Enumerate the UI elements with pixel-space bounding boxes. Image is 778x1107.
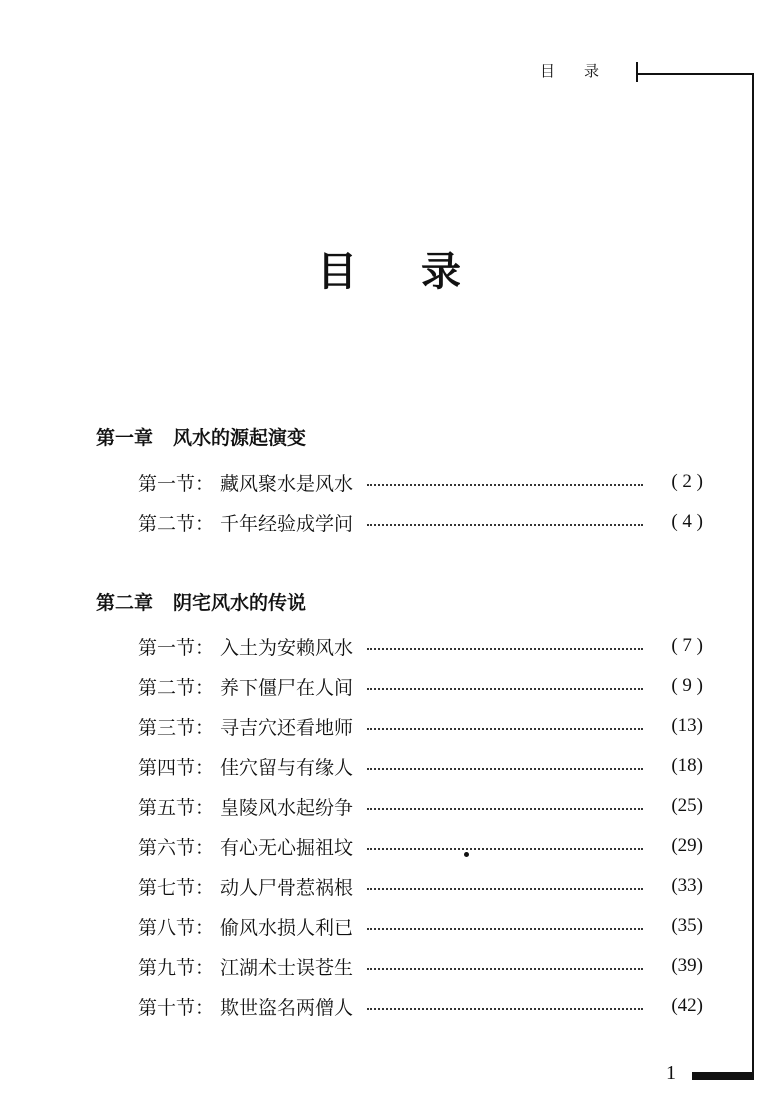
dot-leader	[367, 688, 643, 690]
dot-leader	[367, 928, 643, 930]
section-page: (25)	[671, 795, 703, 816]
toc-entry[interactable]	[138, 992, 703, 1020]
dot-leader	[367, 968, 643, 970]
chapter-label: 第一章	[96, 427, 154, 449]
section-title: 皇陵风水起纷争	[220, 796, 354, 819]
section-label: 第一节：	[138, 472, 215, 495]
page-title	[0, 240, 778, 297]
section-title: 有心无心掘祖坟	[220, 836, 354, 859]
section-title: 藏风聚水是风水	[220, 472, 354, 495]
page-number: 1	[666, 1062, 676, 1084]
section-label: 第九节：	[138, 956, 215, 979]
dot-leader	[367, 768, 643, 770]
section-title: 千年经验成学问	[220, 512, 354, 535]
toc-entry[interactable]	[138, 672, 703, 700]
toc-entry[interactable]	[138, 952, 703, 980]
dot-leader	[367, 484, 643, 486]
section-label: 第二节：	[138, 512, 215, 535]
chapter-heading	[96, 423, 306, 450]
frame-right-rule	[752, 73, 754, 1078]
section-label: 第六节：	[138, 836, 215, 859]
section-label: 第八节：	[138, 916, 215, 939]
section-page: (33)	[671, 875, 703, 896]
section-label: 第三节：	[138, 716, 215, 739]
section-page: ( 9 )	[671, 675, 703, 696]
toc-entry[interactable]	[138, 752, 703, 780]
running-head-char: 目	[540, 62, 557, 80]
section-title: 动人尸骨惹祸根	[220, 876, 354, 899]
toc-entry[interactable]	[138, 832, 703, 860]
dot-leader	[367, 728, 643, 730]
section-title: 寻吉穴还看地师	[220, 716, 354, 739]
chapter-heading	[96, 588, 306, 615]
section-title: 佳穴留与有缘人	[220, 756, 354, 779]
section-title: 欺世盗名两僧人	[220, 996, 354, 1019]
running-head-char: 录	[584, 62, 601, 80]
dot-leader	[367, 1008, 643, 1010]
page-title-char: 录	[421, 248, 461, 295]
section-page: (42)	[671, 995, 703, 1016]
frame-tick	[636, 62, 638, 82]
section-page: (39)	[671, 955, 703, 976]
section-label: 第五节：	[138, 796, 215, 819]
section-page: ( 2 )	[671, 471, 703, 492]
section-page: (35)	[671, 915, 703, 936]
section-label: 第七节：	[138, 876, 215, 899]
dot-leader	[367, 524, 643, 526]
dot-leader	[367, 808, 643, 810]
toc-entry[interactable]	[138, 632, 703, 660]
section-page: ( 4 )	[671, 511, 703, 532]
ink-speck	[464, 852, 469, 857]
toc-entry[interactable]	[138, 712, 703, 740]
dot-leader	[367, 888, 643, 890]
toc-entry[interactable]	[138, 912, 703, 940]
chapter-title: 风水的源起演变	[173, 427, 307, 449]
frame-bottom-bar	[692, 1072, 754, 1080]
toc-entry[interactable]	[138, 508, 703, 536]
page-title-char: 目	[317, 248, 357, 295]
section-title: 入土为安赖风水	[220, 636, 354, 659]
running-head	[540, 60, 600, 81]
section-page: (29)	[671, 835, 703, 856]
section-page: (13)	[671, 715, 703, 736]
chapter-title: 阴宅风水的传说	[173, 592, 307, 614]
section-page: (18)	[671, 755, 703, 776]
frame-top-rule	[636, 73, 754, 75]
section-title: 江湖术士误苍生	[220, 956, 354, 979]
toc-entry[interactable]	[138, 468, 703, 496]
section-label: 第二节：	[138, 676, 215, 699]
section-label: 第四节：	[138, 756, 215, 779]
section-label: 第十节：	[138, 996, 215, 1019]
toc-entry[interactable]	[138, 792, 703, 820]
section-title: 偷风水损人利已	[220, 916, 354, 939]
section-label: 第一节：	[138, 636, 215, 659]
chapter-label: 第二章	[96, 592, 154, 614]
dot-leader	[367, 848, 643, 850]
dot-leader	[367, 648, 643, 650]
section-page: ( 7 )	[671, 635, 703, 656]
section-title: 养下僵尸在人间	[220, 676, 354, 699]
toc-entry[interactable]	[138, 872, 703, 900]
